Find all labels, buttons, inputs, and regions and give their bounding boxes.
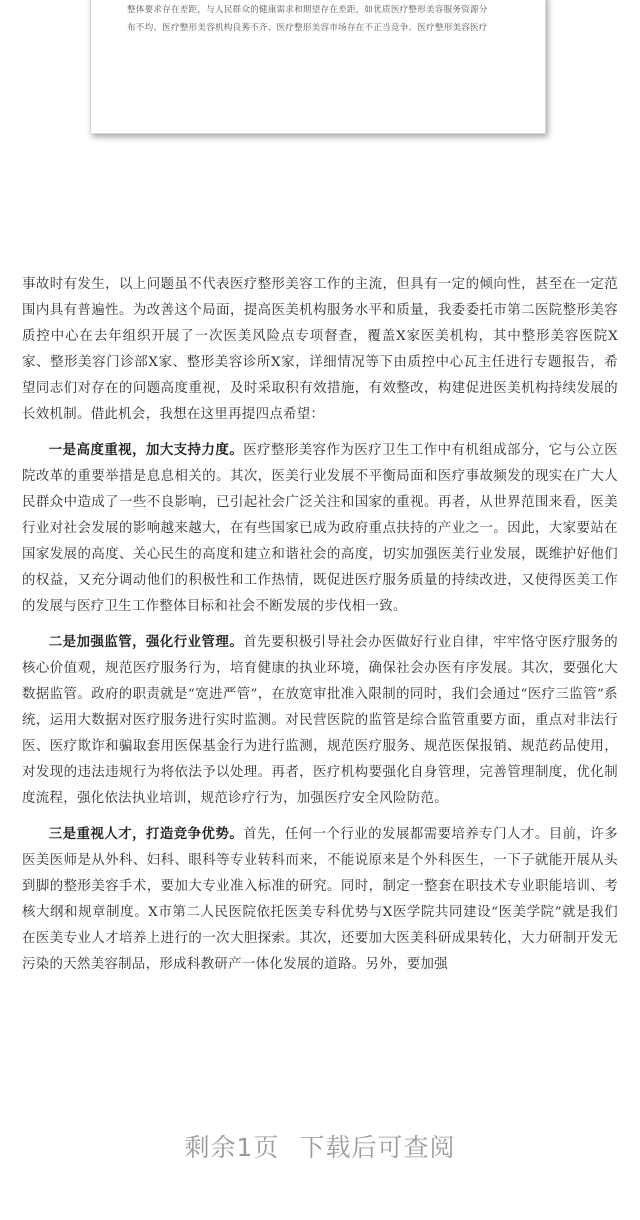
point-two-heading: 二是加强监管，强化行业管理。 <box>48 634 244 650</box>
preview-line: 布不均、医疗整形美容机构良莠不齐、医疗整形美容市场存在不正当竞争、医疗整形美容医疗 <box>127 23 488 33</box>
download-prompt[interactable] <box>0 1128 640 1164</box>
preview-line: 整体要求存在差距，与人民群众的健康需求和期望存在差距，如优质医疗整形美容服务资源分 <box>127 5 488 15</box>
point-three-text: 首先，任何一个行业的发展都需要培养专门人才。目前，许多医美医师是从外科、妇科、眼科等专业转科而来，不能说原来是个外科医生，一下子就能开展从头到脚的整形美容手术，要加大专业准入标准的研究。同时，制定一整套在职技术专业职能培训、考核大纲和规章制度。X市第二人民医院依托医美专科优势与X医学院共同建设“医美学院”就是我们在医美专业人才培养上进行的一次大胆探索。其次，还要加大医美科研成果转化，大力研制开发无污染的天然美容制品，形成科教研产一体化发展的道路。另外，要加强 <box>22 827 619 972</box>
point-two-paragraph <box>22 629 618 812</box>
document-body <box>22 272 618 987</box>
intro-paragraph: 事故时有发生，以上问题虽不代表医疗整形美容工作的主流，但具有一定的倾向性，甚至在一定范围内具有普遍性。为改善这个局面，提高医美机构服务水平和质量，我委委托市第二医院整形美容质控中心在去年组织开展了一次医美风险点专项督查，覆盖X家医美机构，其中整形美容医院X家、整形美容门诊部X家、整形美容诊所X家，详细情况等下由质控中心瓦主任进行专题报告，希望同志们对存在的问题高度重视，及时采取积有效措施，有效整改，构建促进医美机构持续发展的长效机制。借此机会，我想在这里再提四点希望： <box>22 277 618 422</box>
point-one-heading: 一是高度重视，加大支持力度。 <box>48 442 244 458</box>
previous-page-preview <box>90 0 546 134</box>
remaining-pages-label: 剩余1页 <box>184 1133 280 1162</box>
point-three-heading: 三是重视人才，打造竞争优势。 <box>48 826 244 842</box>
download-to-view-label: 下载后可查阅 <box>299 1133 456 1162</box>
point-one-paragraph <box>22 437 618 620</box>
point-three-paragraph <box>22 821 618 978</box>
point-one-text: 医疗整形美容作为医疗卫生工作中有机组成部分，它与公立医院改革的重要举措是息息相关的。其次，医美行业发展不平衡局面和医疗事故频发的现实在广大人民群众中造成了一些不良影响，已引起社会广泛关注和国家的重视。再者，从世界范围来看，医美行业对社会发展的影响越来越大，在有些国家已成为政府重点扶持的产业之一。因此，大家要站在国家发展的高度、关心民生的高度和建立和谐社会的高度，切实加强医美行业发展，既维护好他们的权益，又充分调动他们的积极性和工作热情，既促进医疗服务质量的持续改进，又使得医美工作的发展与医疗卫生工作整体目标和社会不断发展的步伐相一致。 <box>22 443 619 614</box>
point-two-text: 首先要积极引导社会办医做好行业自律，牢牢恪守医疗服务的核心价值观，规范医疗服务行为，培育健康的执业环境，确保社会办医有序发展。其次，要强化大数据监管。政府的职责就是“宽进严管”，在放宽审批准入限制的同时，我们会通过“医疗三监管”系统，运用大数据对医疗服务进行实时监测。对民营医院的监管是综合监管重要方面，重点对非法行医、医疗欺诈和骗取套用医保基金行为进行监测，规范医疗服务、规范医保报销、规范药品使用，对发现的违法违规行为将依法予以处理。再者，医疗机构要强化自身管理，完善管理制度，优化制度流程，强化依法执业培训，规范诊疗行为，加强医疗安全风险防范。 <box>22 635 619 806</box>
